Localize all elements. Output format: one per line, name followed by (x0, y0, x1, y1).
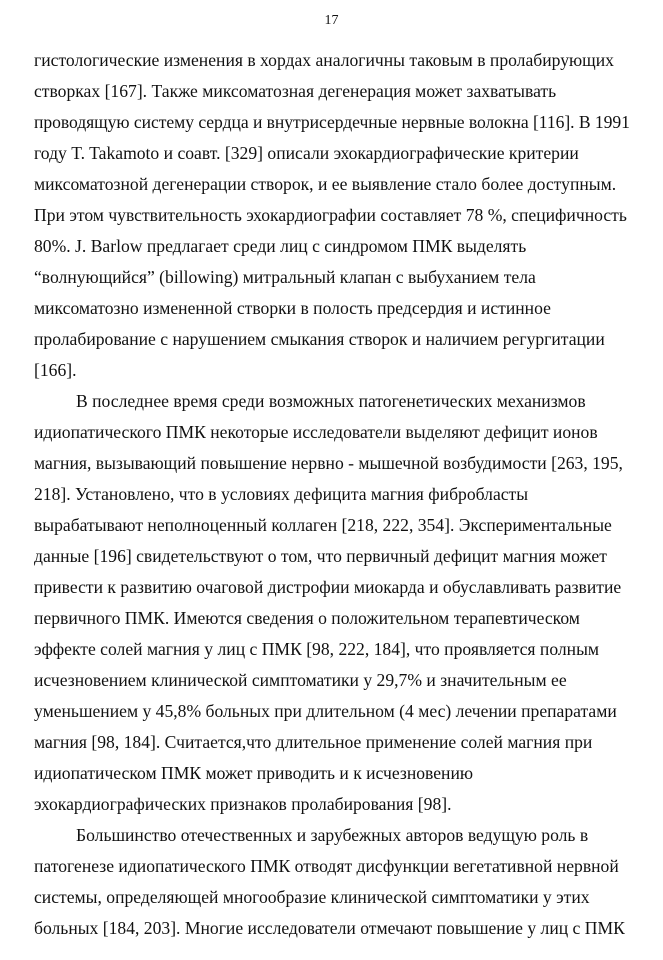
text-line: идиопатического ПМК некоторые исследователи выделяют дефицит ионов (34, 422, 598, 442)
text-line: гистологические изменения в хордах аналогичны таковым в пролабирующих (34, 50, 614, 70)
text-line: эхокардиографических признаков пролабирования [98]. (34, 794, 452, 814)
text-line: вырабатывают неполноценный коллаген [218, 222, 354]. Экспериментальные (34, 515, 612, 535)
page-number: 17 (324, 13, 339, 28)
text-line: магния [98, 184]. Считается,что длительное применение солей магния при (34, 732, 593, 752)
text-line: Большинство отечественных и зарубежных авторов ведущую роль в (76, 825, 589, 845)
text-line: эффекте солей магния у лиц с ПМК [98, 222, 184], что проявляется полным (34, 639, 600, 659)
paragraph-3 (34, 820, 630, 944)
text-line: миксоматозной дегенерации створок, и ее выявление стало более доступным. (34, 174, 617, 194)
text-line: привести к развитию очаговой дистрофии миокарда и обуславливать развитие (34, 577, 622, 597)
text-line: проводящую систему сердца и внутрисердечные нервные волокна [116]. В 1991 (34, 112, 630, 132)
text-line: данные [196] свидетельствуют о том, что первичный дефицит магния может (34, 546, 607, 566)
text-line: уменьшением у 45,8% больных при длительном (4 мес) лечении препаратами (34, 701, 617, 721)
text-line: 218]. Установлено, что в условиях дефицита магния фибробласты (34, 484, 529, 504)
text-line: году T. Takamoto и соавт. [329] описали эхокардиографические критерии (34, 143, 579, 163)
paragraph-2 (34, 386, 630, 820)
paragraph-1 (34, 45, 630, 386)
text-line: больных [184, 203]. Многие исследователи отмечают повышение у лиц с ПМК (34, 918, 625, 938)
text-line: исчезновением клинической симптоматики у 29,7% и значительным ее (34, 670, 567, 690)
text-line: миксоматозно измененной створки в полость предсердия и истинное (34, 298, 551, 318)
text-line: первичного ПМК. Имеются сведения о положительном терапевтическом (34, 608, 580, 628)
body-text (34, 45, 630, 944)
text-line: При этом чувствительность эхокардиографии составляет 78 %, специфичность (34, 205, 627, 225)
text-line: В последнее время среди возможных патогенетических механизмов (76, 391, 586, 411)
text-line: магния, вызывающий повышение нервно - мышечной возбудимости [263, 195, (34, 453, 623, 473)
text-line: “волнующийся” (billowing) митральный клапан с выбуханием тела (34, 267, 536, 287)
text-line: створках [167]. Также миксоматозная дегенерация может захватывать (34, 81, 557, 101)
text-line: патогенезе идиопатического ПМК отводят дисфункции вегетативной нервной (34, 856, 619, 876)
text-line: пролабирование с нарушением смыкания створок и наличием регургитации (34, 329, 605, 349)
text-line: 80%. J. Barlow предлагает среди лиц с синдромом ПМК выделять (34, 236, 527, 256)
text-line: системы, определяющей многообразие клинической симптоматики у этих (34, 887, 590, 907)
text-line: [166]. (34, 360, 77, 380)
text-line: идиопатическом ПМК может приводить и к исчезновению (34, 763, 474, 783)
